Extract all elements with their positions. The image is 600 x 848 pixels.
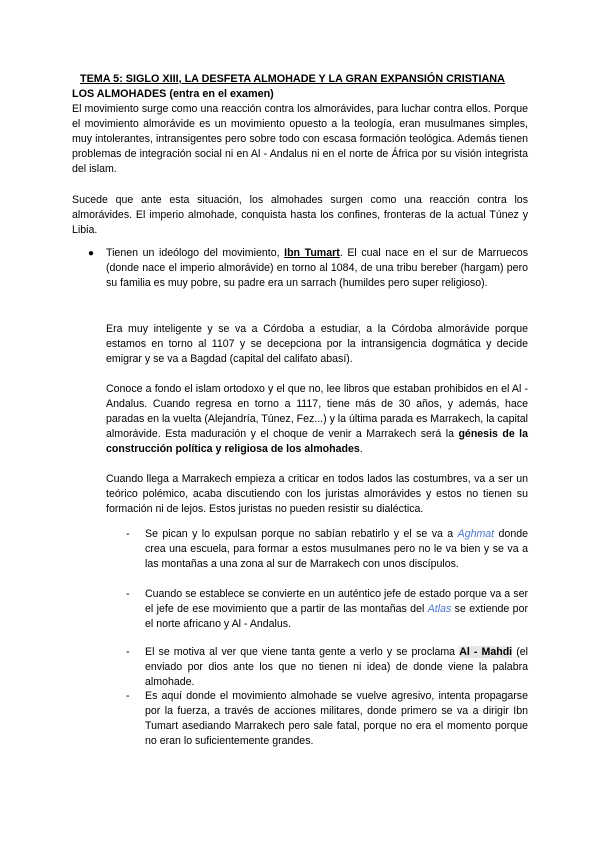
bullet-paragraph-3: Conoce a fondo el islam ortodoxo y el que no, lee libros que estaban prohibidos en el Al - Andalus. Cuando regresa en torno a 1117, tiene más de 30 años, y además, hace paradas en la vuelta (Alejandría, Túnez, Fez...) y la última parada es Marrakech, la capital almorávide. Esta maduración y el choque de venir a Marrakech será la génesis de la construcción política y religiosa de los almohades. (106, 383, 529, 455)
dash-icon: - (126, 690, 130, 702)
bullet-paragraph-2: Era muy inteligente y se va a Córdoba a estudiar, a la Córdoba almorávide porque estamos en torno al 1107 y se decepciona por la intransigencia dogmática y decide emigrar y se va a Bagdad (capital del califato abasí). (106, 323, 528, 365)
genesis-bold-text: génesis de la construcción política y religiosa de los almohades (106, 428, 528, 455)
al-mahdi-highlight: Al - Mahdi (459, 646, 513, 658)
aghmat-link[interactable]: Aghmat (457, 528, 495, 540)
dash-item-1: Se pican y lo expulsan porque no sabían rebatirlo y el se va a Aghmat donde crea una escuela, para formar a estos musulmanes pero no le va bien y se va a las montañas a una zona al sur de Marrakech con unos discípulos. (145, 528, 528, 570)
section-heading: LOS ALMOHADES (entra en el examen) (72, 88, 274, 100)
dash-icon: - (126, 528, 130, 540)
ibn-tumart-name: Ibn Tumart (284, 247, 340, 259)
dash-icon: - (126, 588, 130, 600)
dash-item-4: Es aquí donde el movimiento almohade se vuelve agresivo, intenta propagarse por la fuerza, a través de acciones militares, donde primero se va a dirigir Ibn Tumart asediando Marrakech pero sale fatal, porque no era el momento porque no eran lo suficientemente grandes. (145, 690, 528, 747)
bullet-paragraph-1: Tienen un ideólogo del movimiento, Ibn Tumart. El cual nace en el sur de Marruecos (donde nace el imperio almorávide) en torno al 1084, de una tribu bereber (hargam) pero su familia es muy pobre, su padre era un sarrach (humildes pero super religioso). (106, 247, 528, 289)
page-title: TEMA 5: SIGLO XIII, LA DESFETA ALMOHADE Y LA GRAN EXPANSIÓN CRISTIANA (80, 73, 505, 85)
dash-item-3: El se motiva al ver que viene tanta gente a verlo y se proclama Al - Mahdi (el enviado por dios ante los que no tienen ni idea) de donde viene la palabra almohade. (145, 646, 528, 688)
dash-icon: - (126, 646, 130, 658)
atlas-link[interactable]: Atlas (427, 603, 452, 615)
bullet-dot-icon: ● (88, 248, 95, 259)
intro-paragraph: El movimiento surge como una reacción contra los almorávides, para luchar contra ellos. Porque el movimiento almorávide es un movimiento opuesto a la teología, eran musulmanes simples, muy intolerantes, intransigentes pero sobre todo con escasa formación teológica. Además tienen problemas de integración social ni en Al - Andalus ni en el norte de África por su visión integrista del islam. (72, 103, 528, 175)
bullet-paragraph-4: Cuando llega a Marrakech empieza a criticar en todos lados las costumbres, va a ser un teórico polémico, acaba discutiendo con los juristas almorávides y estos no tienen su formación ni de lejos. Estos juristas no pueden resistir su dialéctica. (106, 473, 528, 515)
dash-item-2: Cuando se establece se convierte en un auténtico jefe de estado porque va a ser el jefe de ese movimiento que a partir de las montañas del Atlas se extiende por el norte africano y Al - Andalus. (145, 588, 528, 630)
paragraph-2: Sucede que ante esta situación, los almohades surgen como una reacción contra los almorávides. El imperio almohade, conquista hasta los confines, fronteras de la actual Túnez y Libia. (72, 194, 528, 236)
